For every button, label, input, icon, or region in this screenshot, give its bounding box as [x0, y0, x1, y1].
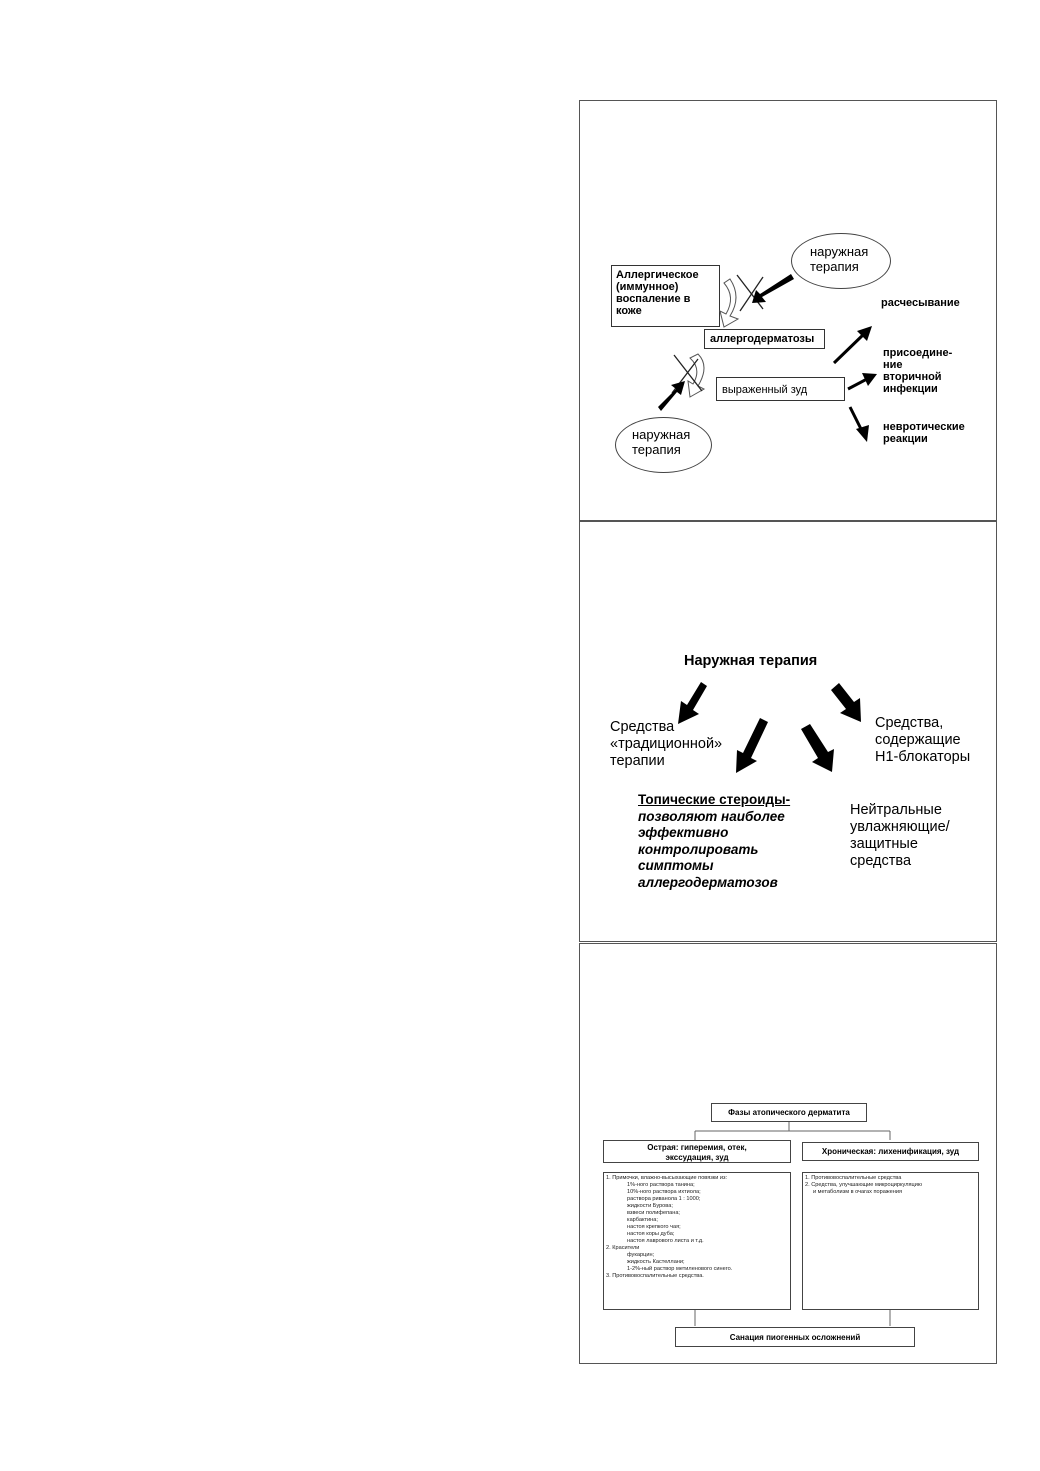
acute-treatment-list: [603, 1172, 791, 1310]
slide-atopic-dermatitis-phases: [579, 943, 997, 1364]
acute-item: 1-2%-ный раствор метиленового синего.: [627, 1266, 733, 1272]
secondary-infection-label: присоедине-ние вторичной инфекции: [883, 347, 953, 395]
traditional-therapy-label: Средства «традиционной» терапии: [610, 719, 723, 769]
allergodermatoses-box: аллергодерматозы: [704, 329, 825, 349]
itch-box: выраженный зуд: [716, 377, 845, 401]
slide1-arrows: [580, 101, 997, 521]
acute-item: 1%-ного раствора танина;: [627, 1182, 695, 1188]
acute-item: жидкости Бурова;: [627, 1203, 673, 1209]
neutral-moisturizers-label: Нейтральные увлажняющие/ защитные средства: [850, 802, 950, 869]
allergic-inflammation-box: Аллергическое (иммунное) воспаление в коже: [611, 265, 720, 327]
external-therapy-top-ellipse: наружная терапия: [791, 233, 891, 289]
acute-item: 10%-ного раствора ихтиола;: [627, 1189, 701, 1195]
acute-item: 2. Красители: [606, 1245, 640, 1251]
h1-blockers-label: Средства, содержащие Н1-блокаторы: [875, 715, 971, 765]
neurotic-reactions-label: невротические реакции: [883, 421, 965, 445]
acute-item: карбактина;: [627, 1217, 658, 1223]
arrow-neutral-icon: [801, 724, 834, 772]
acute-item: фукарцин;: [627, 1252, 655, 1258]
external-therapy-title: Наружная терапия: [684, 653, 818, 669]
arrow-to-neurotic-icon: [850, 407, 862, 431]
slide-allergic-inflammation: [579, 100, 997, 521]
acute-item: настоя крепкого чая;: [627, 1224, 681, 1230]
arrow-steroids-icon: [736, 718, 768, 773]
black-arrow-bottom-icon: [658, 381, 685, 411]
arrow-traditional-icon: [678, 682, 707, 724]
arrow-to-infection-icon: [848, 379, 867, 389]
acute-phase-header: Острая: гиперемия, отек, экссудация, зуд: [603, 1140, 791, 1163]
acute-item: настоя коры дуба;: [627, 1231, 675, 1237]
acute-item: взвеси полифепана;: [627, 1210, 680, 1216]
pyogenic-complications-box: Санация пиогенных осложнений: [675, 1327, 915, 1347]
acute-item: жидкость Кастеллани;: [627, 1259, 685, 1265]
external-therapy-bottom-ellipse: наружная терапия: [615, 417, 712, 473]
chronic-item: 1. Противовоспалительные средства: [805, 1175, 902, 1181]
topical-steroids-text: позволяют наиболее эффективно контролировать симптомы аллергодерматозов: [638, 808, 785, 890]
scratching-label: расчесывание: [881, 297, 960, 309]
curved-arrow-top-icon: [720, 279, 738, 327]
slide2-arrows: [580, 522, 997, 942]
arrow-h1-icon: [831, 683, 861, 722]
acute-item: 3. Противовоспалительные средства.: [606, 1273, 704, 1279]
topical-steroids-heading: Топические стероиды-: [638, 792, 791, 807]
phases-title-box: Фазы атопического дерматита: [711, 1103, 867, 1122]
slide-external-therapy: [579, 521, 997, 942]
acute-item: раствора риванола 1 : 1000;: [627, 1196, 701, 1202]
black-arrow-top-icon: [752, 274, 794, 303]
chronic-treatment-list: [802, 1172, 979, 1310]
acute-item: настоя лаврового листа и т.д.: [627, 1238, 704, 1244]
chronic-phase-header: Хроническая: лихенификация, зуд: [802, 1142, 979, 1161]
chronic-item: 2. Средства, улучшающие микроциркуляцию: [805, 1182, 923, 1188]
chronic-item: и метаболизм в очагах поражения: [813, 1189, 902, 1195]
arrow-to-scratching-icon: [834, 333, 865, 363]
cross-mark-top-icon: [737, 275, 763, 309]
acute-item: 1. Примочки, влажно-высыхающие повязки из:: [606, 1175, 728, 1181]
